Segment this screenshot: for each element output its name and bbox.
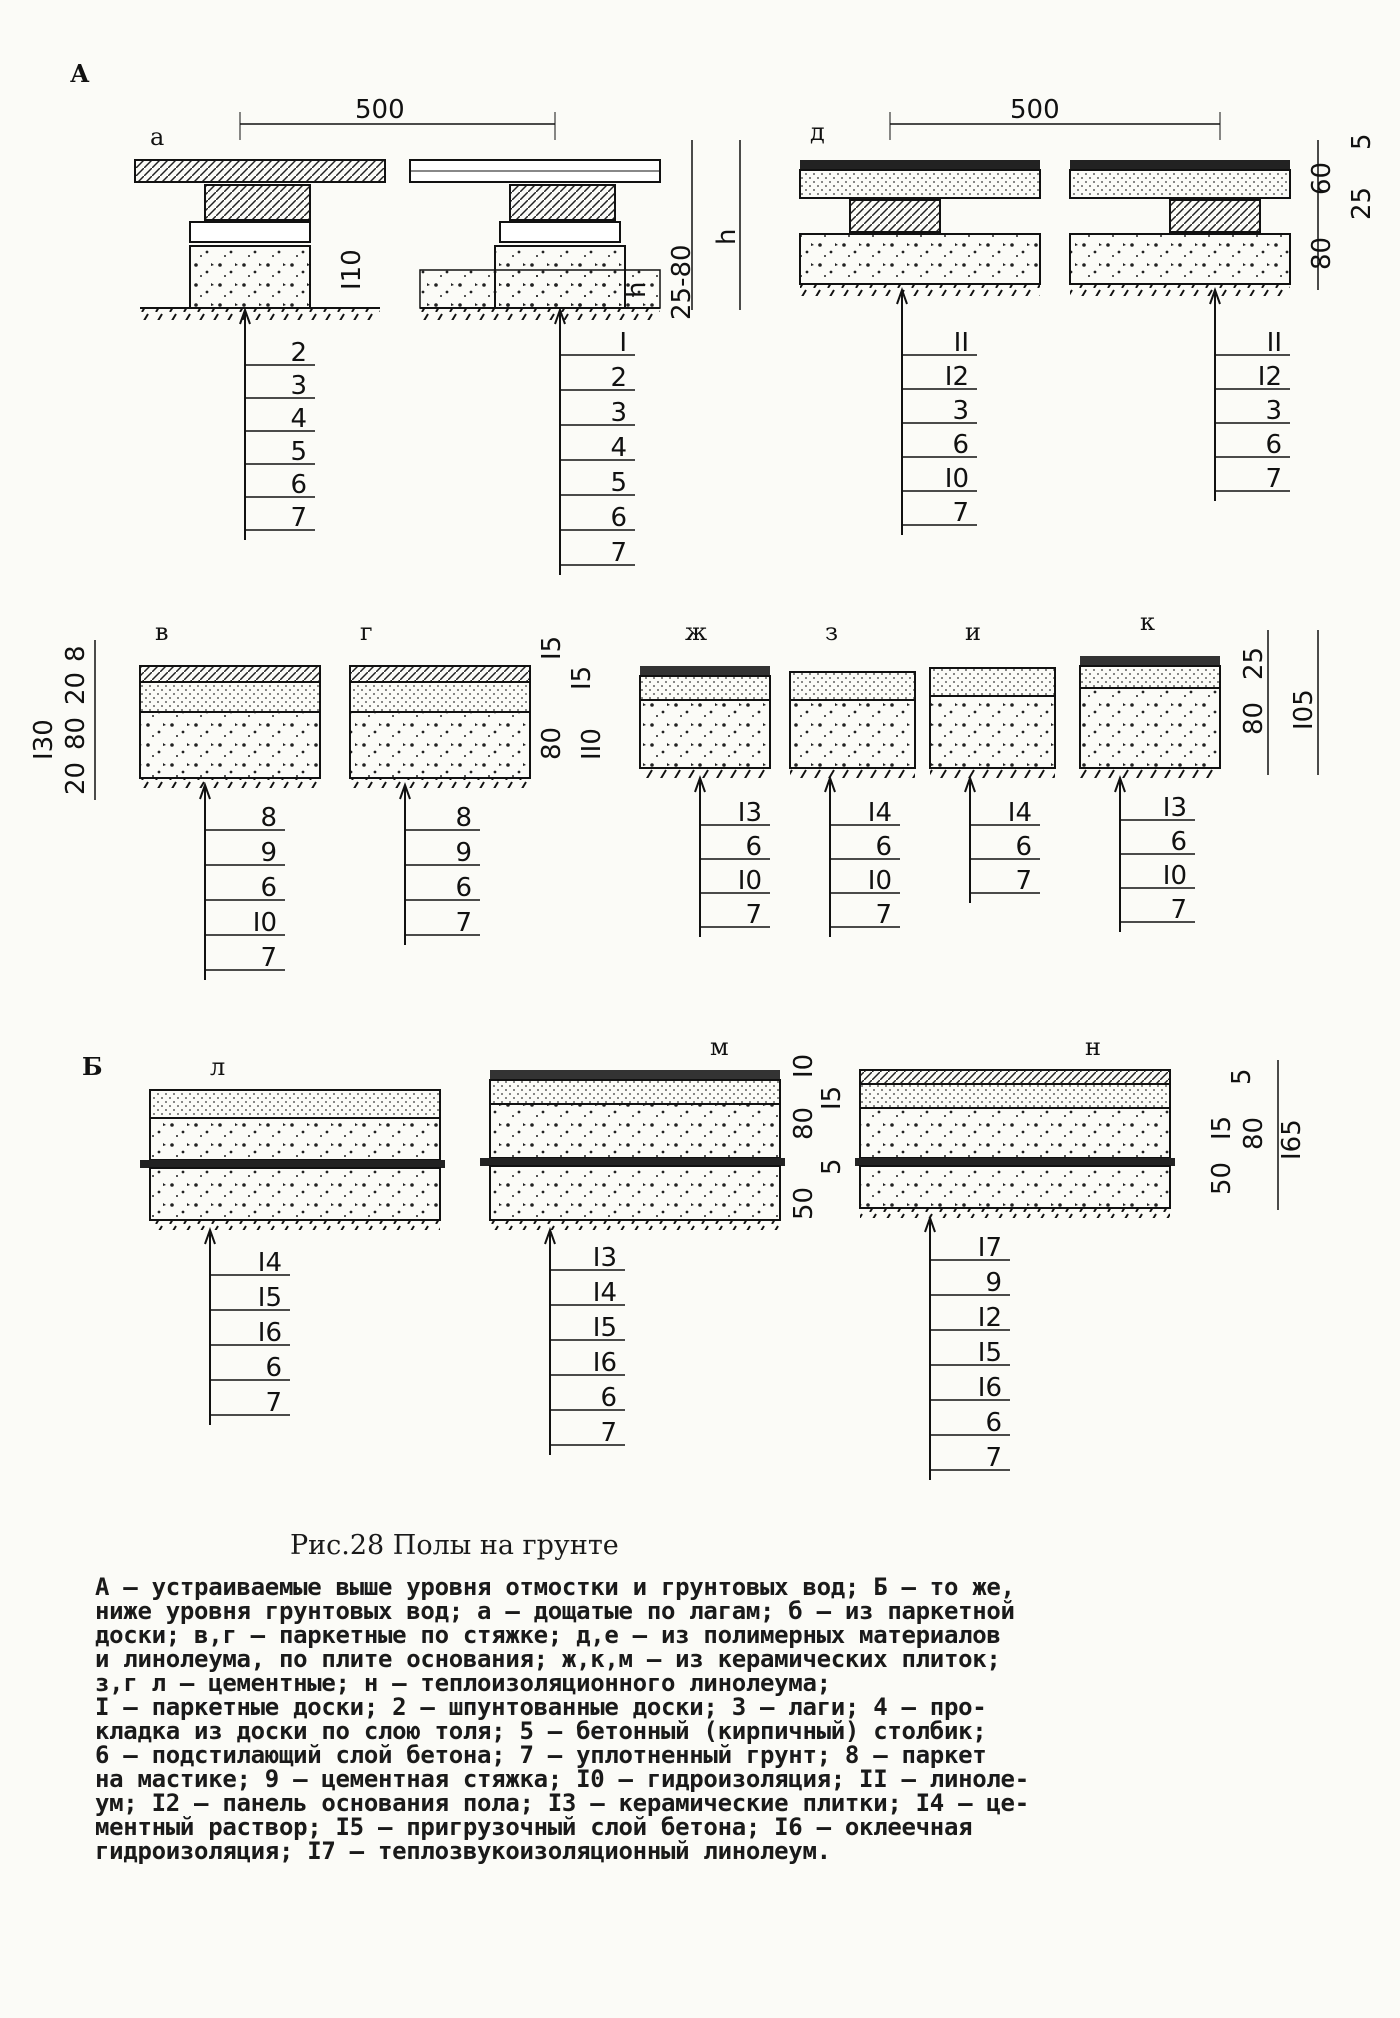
legend-line: ниже уровня грунтовых вод; а – дощатые по лагам; б – из паркетной xyxy=(95,1597,1015,1625)
detail-k-letter: к xyxy=(1140,608,1155,636)
dim-h-small: h xyxy=(622,281,652,298)
dim-20-b: 20 xyxy=(61,671,91,705)
layer-number: 7 xyxy=(1265,464,1282,494)
layer-number: I0 xyxy=(252,908,277,938)
layer-callouts xyxy=(200,290,1290,1480)
layer-number: 9 xyxy=(985,1268,1002,1298)
detail-v-letter: в xyxy=(155,618,169,646)
dim-5: 5 xyxy=(1347,133,1377,150)
layer-number: 6 xyxy=(1265,430,1282,460)
layer-number: 3 xyxy=(1265,396,1282,426)
detail-e xyxy=(1070,160,1290,296)
layer-number: 7 xyxy=(260,943,277,973)
layer-number: I0 xyxy=(1162,861,1187,891)
layer-number: 7 xyxy=(600,1418,617,1448)
layer-number: 6 xyxy=(600,1383,617,1413)
dim-i5: I5 xyxy=(537,635,567,660)
detail-g-letter: г xyxy=(360,618,373,646)
group-label-a: А xyxy=(70,59,90,88)
layer-number: 8 xyxy=(260,803,277,833)
dim-110-g: II0 xyxy=(577,728,607,760)
dim-25: 25 xyxy=(1347,186,1377,220)
detail-m-letter: м xyxy=(710,1033,729,1061)
legend-line: ум; I2 – панель основания пола; I3 – керамические плитки; I4 – це- xyxy=(95,1789,1029,1817)
dim-500-right xyxy=(890,95,1220,140)
layer-number: 6 xyxy=(265,1353,282,1383)
layer-number: 7 xyxy=(265,1388,282,1418)
layer-number: 7 xyxy=(985,1443,1002,1473)
layer-number: 9 xyxy=(260,838,277,868)
layer-number: I3 xyxy=(737,798,762,828)
dim-50-n: 50 xyxy=(1207,1161,1237,1195)
layer-number: 7 xyxy=(745,900,762,930)
dim-50-m: 50 xyxy=(789,1186,819,1220)
dim-500-right-text: 500 xyxy=(1010,95,1060,125)
dim-10-m: I0 xyxy=(789,1053,819,1078)
figure-caption: Рис.28 Полы на грунте xyxy=(290,1530,619,1561)
dim-i5-b: I5 xyxy=(567,665,597,690)
detail-d-letter: д xyxy=(810,118,825,146)
layer-number: I0 xyxy=(944,464,969,494)
layer-number: 6 xyxy=(875,832,892,862)
detail-i-letter: и xyxy=(965,618,981,646)
dim-80-n: 80 xyxy=(1239,1116,1269,1150)
layer-number: 6 xyxy=(985,1408,1002,1438)
layer-number: 6 xyxy=(1015,832,1032,862)
layer-number: I4 xyxy=(257,1248,282,1278)
layer-number: 6 xyxy=(610,503,627,533)
group-label-b: Б xyxy=(82,1052,103,1081)
layer-number: I3 xyxy=(592,1243,617,1273)
dim-8: 8 xyxy=(61,645,91,662)
dim-130: I30 xyxy=(29,719,59,760)
legend-line: и линолеума, по плите основания; ж,к,м – из керамических плиток; xyxy=(95,1645,1001,1673)
layer-number: I xyxy=(619,328,627,358)
layer-number: I3 xyxy=(1162,793,1187,823)
layer-number: 4 xyxy=(610,433,627,463)
detail-z xyxy=(790,618,915,778)
layer-number: I0 xyxy=(737,866,762,896)
layer-number: 7 xyxy=(610,538,627,568)
dim-165: I65 xyxy=(1277,1119,1307,1160)
layer-number: II xyxy=(953,328,969,358)
dim-105: I05 xyxy=(1289,689,1319,730)
layer-number: 6 xyxy=(1170,827,1187,857)
dim-25-80: 25-80 xyxy=(667,244,697,320)
layer-number: I0 xyxy=(867,866,892,896)
detail-l xyxy=(140,1053,445,1230)
detail-z-letter: з xyxy=(825,618,839,646)
detail-k xyxy=(1080,608,1220,778)
layer-number: 9 xyxy=(455,838,472,868)
layer-number: 3 xyxy=(952,396,969,426)
detail-v xyxy=(140,618,320,788)
detail-m xyxy=(480,1033,785,1230)
detail-n xyxy=(855,1033,1175,1218)
dim-h: h xyxy=(712,228,742,245)
dim-80-left: 80 xyxy=(61,716,91,750)
detail-n-letter: н xyxy=(1085,1033,1101,1061)
detail-a-letter: а xyxy=(150,123,165,151)
legend-line: з,г л – цементные; н – теплоизоляционного линолеума; xyxy=(95,1669,831,1697)
legend-line: доски; в,г – паркетные по стяжке; д,е – из полимерных материалов xyxy=(95,1621,1001,1649)
layer-number: I7 xyxy=(977,1233,1002,1263)
dim-80-g: 80 xyxy=(537,726,567,760)
dim-15-n: I5 xyxy=(1207,1115,1237,1140)
layer-number: II xyxy=(1266,328,1282,358)
dim-500-left-text: 500 xyxy=(355,95,405,125)
legend-line: А – устраиваемые выше уровня отмостки и грунтовых вод; Б – то же, xyxy=(95,1573,1015,1601)
layer-number: 6 xyxy=(290,470,307,500)
detail-l-letter: л xyxy=(210,1053,226,1081)
layer-number: 2 xyxy=(610,363,627,393)
detail-i xyxy=(930,618,1055,778)
dim-60: 60 xyxy=(1307,161,1337,195)
dim-80-k: 80 xyxy=(1239,701,1269,735)
detail-zh-letter: ж xyxy=(685,618,708,646)
dim-20: 20 xyxy=(61,761,91,795)
dim-80-right: 80 xyxy=(1307,236,1337,270)
layer-number: 6 xyxy=(745,832,762,862)
layer-number: I2 xyxy=(1257,362,1282,392)
layer-number: 5 xyxy=(290,437,307,467)
layer-number: 7 xyxy=(455,908,472,938)
dim-5-m: 5 xyxy=(817,1158,847,1175)
layer-number: I4 xyxy=(867,798,892,828)
legend-line: ментный раствор; I5 – пригрузочный слой бетона; I6 – оклеечная xyxy=(95,1813,973,1841)
legend-line: на мастике; 9 – цементная стяжка; I0 – гидроизоляция; II – линоле- xyxy=(95,1765,1029,1793)
dim-i10: I10 xyxy=(337,249,367,290)
legend-text xyxy=(95,1575,1335,1863)
layer-number: 7 xyxy=(290,503,307,533)
layer-number: I6 xyxy=(257,1318,282,1348)
layer-number: 7 xyxy=(875,900,892,930)
detail-zh xyxy=(640,618,770,778)
layer-number: 5 xyxy=(610,468,627,498)
layer-number: 2 xyxy=(290,338,307,368)
layer-number: 3 xyxy=(610,398,627,428)
legend-line: кладка из доски по слою толя; 5 – бетонный (кирпичный) столбик; xyxy=(95,1717,987,1745)
dim-15-m: I5 xyxy=(817,1085,847,1110)
legend-line: I – паркетные доски; 2 – шпунтованные доски; 3 – лаги; 4 – про- xyxy=(95,1693,987,1721)
layer-number: 7 xyxy=(1170,895,1187,925)
layer-number: 4 xyxy=(290,404,307,434)
layer-number: I4 xyxy=(1007,798,1032,828)
layer-number: 7 xyxy=(952,498,969,528)
dim-500-left xyxy=(240,95,555,140)
dim-80-m: 80 xyxy=(789,1106,819,1140)
legend-line: гидроизоляция; I7 – теплозвукоизоляционный линолеум. xyxy=(95,1837,831,1865)
layer-number: I6 xyxy=(592,1348,617,1378)
layer-number: 6 xyxy=(455,873,472,903)
layer-number: 7 xyxy=(1015,866,1032,896)
detail-d xyxy=(800,118,1040,296)
layer-number: 3 xyxy=(290,371,307,401)
layer-number: I5 xyxy=(592,1313,617,1343)
layer-number: I5 xyxy=(257,1283,282,1313)
layer-number: I4 xyxy=(592,1278,617,1308)
legend-line: 6 – подстилающий слой бетона; 7 – уплотненный грунт; 8 – паркет xyxy=(95,1741,987,1769)
layer-number: I5 xyxy=(977,1338,1002,1368)
dim-25-k: 25 xyxy=(1239,646,1269,680)
layer-number: 8 xyxy=(455,803,472,833)
layer-number: 6 xyxy=(260,873,277,903)
layer-number: I2 xyxy=(944,362,969,392)
layer-number: I2 xyxy=(977,1303,1002,1333)
dim-5-n: 5 xyxy=(1227,1068,1257,1085)
detail-g xyxy=(350,618,530,788)
layer-number: I6 xyxy=(977,1373,1002,1403)
layer-number: 6 xyxy=(952,430,969,460)
